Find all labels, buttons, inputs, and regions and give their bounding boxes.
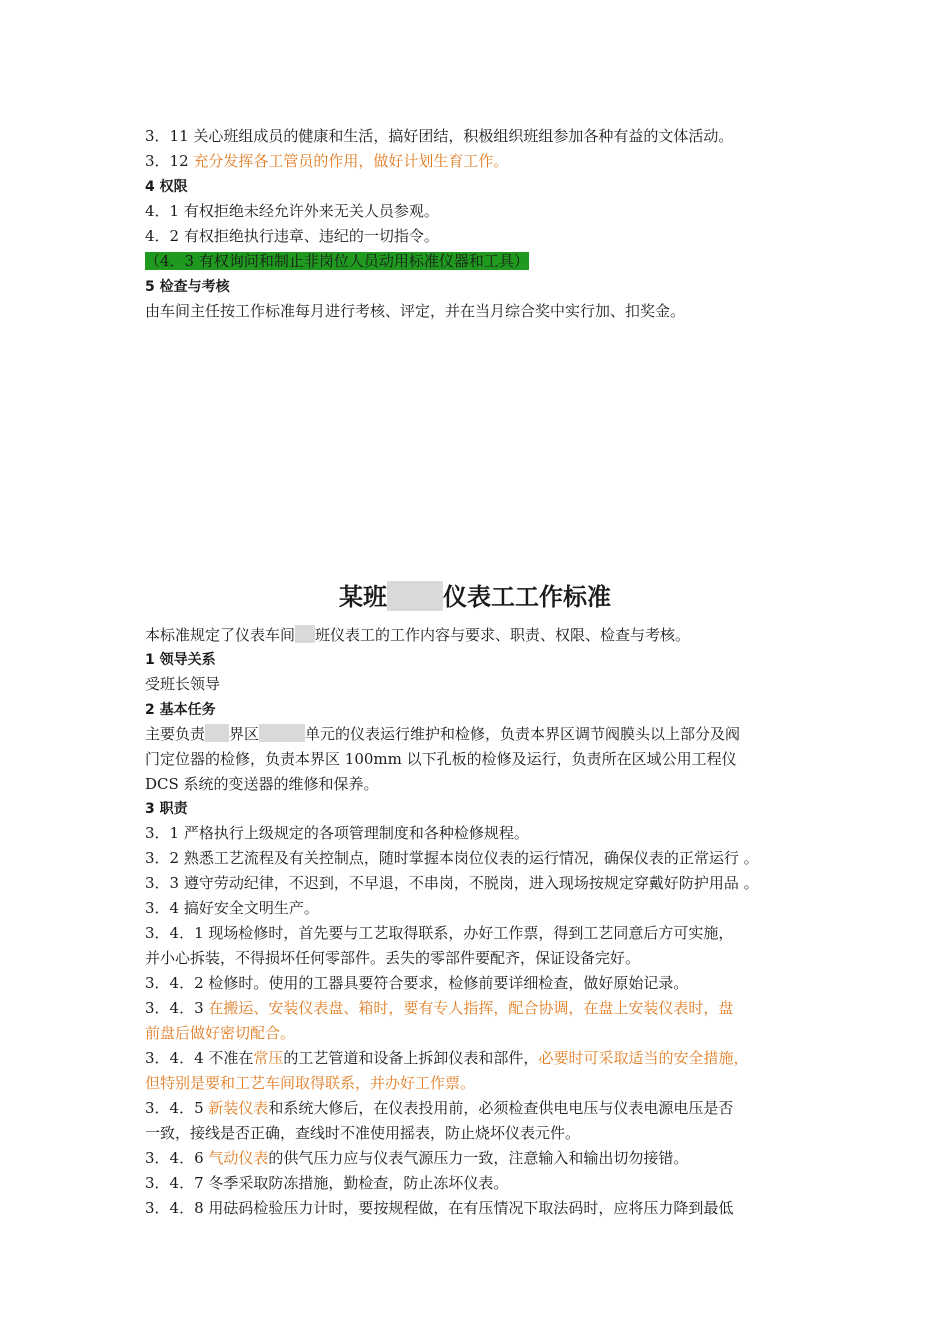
clause-3-4-3-line-2: 前盘后做好密切配合。 (145, 1024, 296, 1042)
clause-3-4: 3．4 搞好安全文明生产。 (145, 899, 319, 917)
page-title (0, 580, 950, 614)
highlighted-text: 新装仪表 (208, 1099, 269, 1117)
section-heading-2: 2 基本任务 (145, 702, 216, 718)
redacted-box (387, 581, 443, 611)
clause-1-text: 受班长领导 (145, 675, 221, 693)
clause-2-line-2: 门定位器的检修，负责本界区 100mm 以下孔板的检修及运行，负责所在区域公用工程仪 (145, 750, 737, 768)
clause-5-text: 由车间主任按工作标准每月进行考核、评定，并在当月综合奖中实行加、扣奖金。 (145, 302, 686, 320)
section-heading-4: 4 权限 (145, 179, 188, 195)
redacted-box (295, 625, 315, 643)
title-part-1: 某班 (339, 583, 387, 611)
clause-3-4-5-line-1 (145, 1098, 825, 1118)
clause-number: 3．12 (145, 152, 194, 170)
clause-4-2: 4．2 有权拒绝执行违章、违纪的一切指令。 (145, 227, 439, 245)
clause-number: 3．4．3 (145, 999, 209, 1017)
section-heading-1: 1 领导关系 (145, 652, 216, 668)
highlighted-text: 在搬运、安装仪表盘、箱时，要有专人指挥，配合协调，在盘上安装仪表时，盘 (208, 999, 734, 1017)
text-segment: 和系统大修后，在仪表投用前，必须检查供电电压与仪表电源电压是否 (268, 1099, 734, 1117)
highlighted-text: 充分发挥各工管员的作用，做好计划生育工作。 (193, 152, 509, 170)
clause-3-3: 3．3 遵守劳动纪律，不迟到，不早退，不串岗，不脱岗，进入现场按规定穿戴好防护用品 。 (145, 874, 759, 892)
text-segment: 单元的仪表运行维护和检修，负责本界区调节阀膜头以上部分及阀 (305, 725, 741, 743)
clause-4-3 (145, 251, 825, 271)
text-segment: 界区 (229, 725, 260, 743)
section-heading-3: 3 职责 (145, 801, 188, 817)
clause-3-11: 3．11 关心班组成员的健康和生活，搞好团结，积极组织班组参加各种有益的文体活动。 (145, 127, 734, 145)
clause-3-4-8: 3．4．8 用砝码检验压力计时，要按规程做，在有压情况下取法码时，应将压力降到最低 (145, 1199, 734, 1217)
clause-3-4-4-line-2: 但特别是要和工艺车间取得联系，并办好工作票。 (145, 1074, 476, 1092)
clause-3-4-1-line-2: 并小心拆装，不得损坏任何零部件。丢失的零部件要配齐，保证设备完好。 (145, 949, 641, 967)
clause-3-4-7: 3．4．7 冬季采取防冻措施，勤检查，防止冻坏仪表。 (145, 1174, 509, 1192)
redacted-box (259, 724, 305, 742)
text-segment: 主要负责 (145, 725, 206, 743)
clause-3-4-1-line-1: 3．4．1 现场检修时，首先要与工艺取得联系，办好工作票，得到工艺同意后方可实施， (145, 924, 734, 942)
clause-number: 3．4．4 不准在 (145, 1049, 254, 1067)
highlighted-text: 必要时可采取适当的安全措施， (538, 1049, 749, 1067)
clause-number: 3．4．6 (145, 1149, 209, 1167)
section-heading-5: 5 检查与考核 (145, 279, 230, 295)
text-segment: 的工艺管道和设备上拆卸仪表和部件， (283, 1049, 539, 1067)
clause-3-4-4-line-1 (145, 1048, 825, 1068)
clause-3-4-2: 3．4．2 检修时。使用的工器具要符合要求，检修前要详细检查，做好原始记录。 (145, 974, 689, 992)
title-part-2: 仪表工工作标准 (443, 583, 611, 611)
intro-text (145, 625, 825, 645)
intro-part-1: 本标准规定了仪表车间 (145, 626, 296, 644)
clause-3-4-5-line-2: 一致，接线是否正确，查线时不准使用摇表，防止烧坏仪表元件。 (145, 1124, 581, 1142)
clause-3-12 (145, 151, 825, 171)
clause-3-1: 3．1 严格执行上级规定的各项管理制度和各种检修规程。 (145, 824, 529, 842)
highlighted-text: 气动仪表 (208, 1149, 269, 1167)
highlighted-text: 常压 (253, 1049, 284, 1067)
clause-3-4-6 (145, 1148, 825, 1168)
clause-2-line-1 (145, 724, 825, 744)
clause-4-1: 4．1 有权拒绝未经允许外来无关人员参观。 (145, 202, 439, 220)
intro-part-2: 班仪表工的工作内容与要求、职责、权限、检查与考核。 (315, 626, 691, 644)
redacted-box (205, 724, 229, 742)
green-highlight-text: （4．3 有权询问和制止非岗位人员动用标准仪器和工具） (145, 252, 529, 270)
clause-3-2: 3．2 熟悉工艺流程及有关控制点，随时掌握本岗位仪表的运行情况，确保仪表的正常运行 。 (145, 849, 759, 867)
clause-3-4-3-line-1 (145, 998, 825, 1018)
clause-number: 3．4．5 (145, 1099, 209, 1117)
clause-2-line-3: DCS 系统的变送器的维修和保养。 (145, 775, 379, 793)
text-segment: 的供气压力应与仪表气源压力一致，注意输入和输出切勿接错。 (268, 1149, 689, 1167)
